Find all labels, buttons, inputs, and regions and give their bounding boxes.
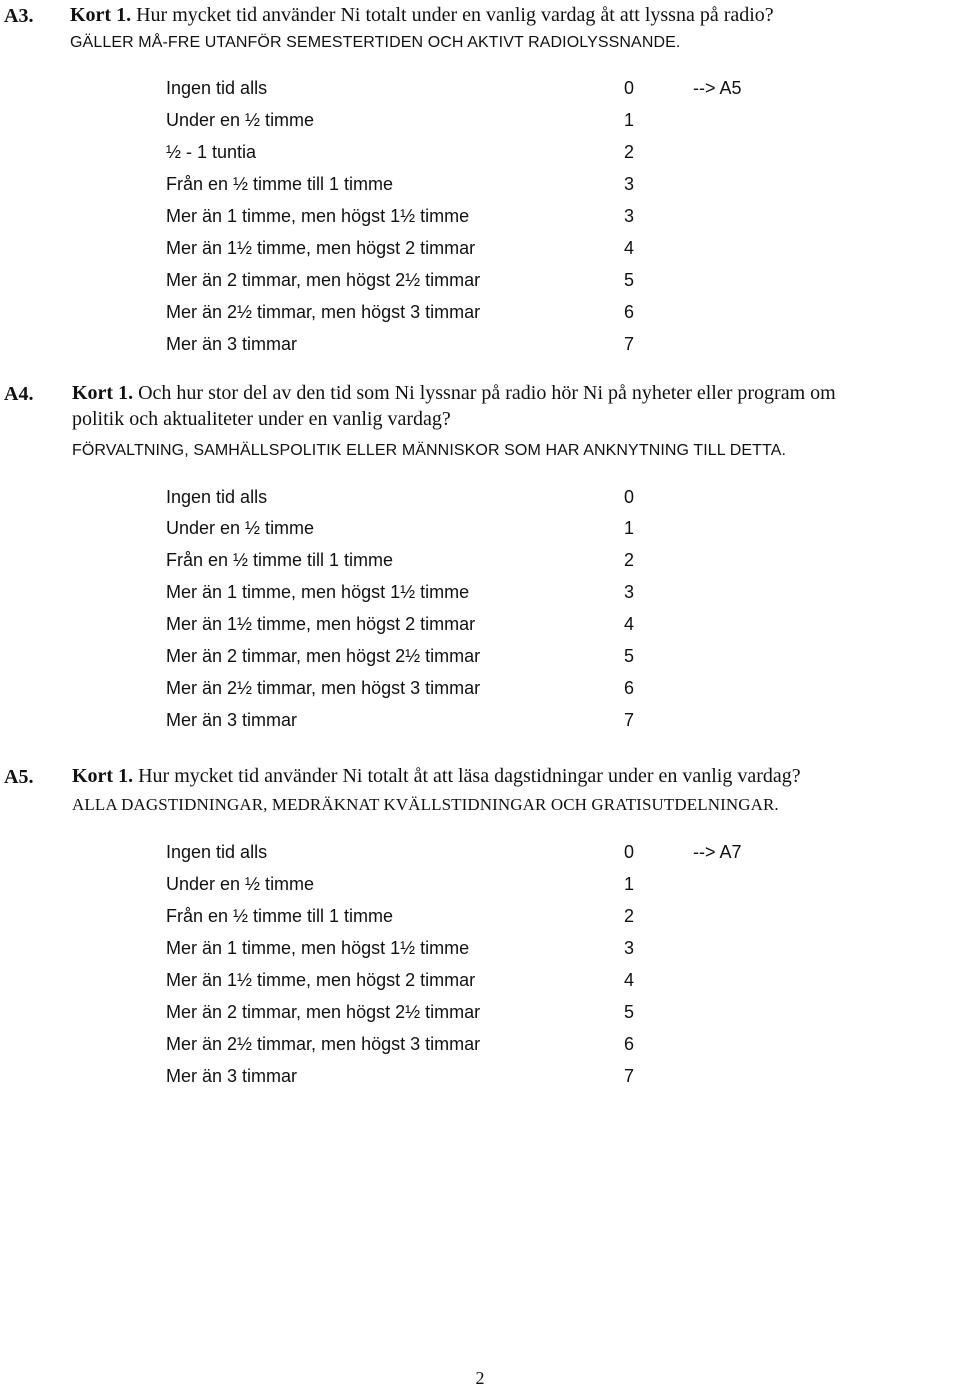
option-code: 5	[624, 1002, 635, 1022]
option-code: 3	[624, 174, 635, 194]
option-label: Mer än 1½ timme, men högst 2 timmar	[166, 970, 476, 990]
answer-option[interactable]	[166, 301, 766, 323]
option-code: 0	[624, 487, 635, 507]
option-label: Mer än 3 timmar	[166, 1066, 298, 1086]
question-text-a5	[72, 763, 801, 789]
answer-option[interactable]	[166, 613, 766, 635]
option-label: Mer än 2½ timmar, men högst 3 timmar	[166, 302, 481, 322]
answer-option[interactable]	[166, 237, 766, 259]
option-code: 7	[624, 1066, 635, 1086]
option-label: Mer än 1 timme, men högst 1½ timme	[166, 582, 470, 602]
option-code: 1	[624, 518, 635, 538]
page-number: 2	[475, 1368, 485, 1388]
interviewer-instruction-a5: ALLA DAGSTIDNINGAR, MEDRÄKNAT KVÄLLSTIDNINGAR OCH GRATISUTDELNINGAR.	[72, 795, 779, 814]
option-label: Mer än 1 timme, men högst 1½ timme	[166, 206, 470, 226]
option-code: 1	[624, 110, 635, 130]
option-code: 7	[624, 710, 635, 730]
answer-option[interactable]	[166, 1001, 766, 1023]
option-label: Mer än 2 timmar, men högst 2½ timmar	[166, 646, 481, 666]
option-code: 3	[624, 582, 635, 602]
option-code: 2	[624, 550, 635, 570]
question-text: Hur mycket tid använder Ni totalt under en vanlig vardag åt att lyssna på radio?	[136, 4, 774, 26]
skip-instruction: --> A7	[693, 842, 742, 862]
interviewer-instruction-a4: FÖRVALTNING, SAMHÄLLSPOLITIK ELLER MÄNNISKOR SOM HAR ANKNYTNING TILL DETTA.	[72, 442, 787, 459]
question-number-a4: A4.	[4, 383, 34, 405]
answer-option[interactable]	[166, 141, 766, 163]
option-label: Ingen tid alls	[166, 842, 268, 862]
answer-option[interactable]	[166, 581, 766, 603]
option-code: 1	[624, 874, 635, 894]
card-reference: Kort 1.	[72, 765, 134, 787]
answer-option[interactable]	[166, 841, 766, 863]
answer-option[interactable]	[166, 645, 766, 667]
option-code: 6	[624, 678, 635, 698]
question-text-continued: politik och aktualiteter under en vanlig vardag?	[72, 408, 451, 430]
option-code: 2	[624, 906, 635, 926]
option-label: Mer än 1½ timme, men högst 2 timmar	[166, 614, 476, 634]
answer-option[interactable]	[166, 905, 766, 927]
answer-option[interactable]	[166, 205, 766, 227]
option-code: 6	[624, 302, 635, 322]
option-label: Från en ½ timme till 1 timme	[166, 550, 394, 570]
option-code: 4	[624, 614, 635, 634]
option-label: Mer än 2 timmar, men högst 2½ timmar	[166, 270, 481, 290]
option-code: 2	[624, 142, 635, 162]
question-text-a3	[70, 2, 774, 28]
option-code: 3	[624, 938, 635, 958]
interviewer-instruction-a3: GÄLLER MÅ-FRE UTANFÖR SEMESTERTIDEN OCH AKTIVT RADIOLYSSNANDE.	[70, 34, 681, 51]
answer-option[interactable]	[166, 173, 766, 195]
answer-option[interactable]	[166, 77, 766, 99]
option-code: 4	[624, 238, 635, 258]
question-text: Hur mycket tid använder Ni totalt åt att läsa dagstidningar under en vanlig vardag?	[138, 765, 801, 787]
answer-option[interactable]	[166, 1065, 766, 1087]
option-label: Mer än 2½ timmar, men högst 3 timmar	[166, 1034, 481, 1054]
answer-option[interactable]	[166, 517, 766, 539]
card-reference: Kort 1.	[70, 4, 132, 26]
option-label: Under en ½ timme	[166, 110, 315, 130]
option-label: Mer än 3 timmar	[166, 334, 298, 354]
answer-option[interactable]	[166, 549, 766, 571]
answer-option[interactable]	[166, 486, 766, 508]
question-number-a5: A5.	[4, 766, 34, 788]
question-text-a4	[72, 380, 960, 432]
answer-option[interactable]	[166, 1033, 766, 1055]
answer-option[interactable]	[166, 873, 766, 895]
answer-option[interactable]	[166, 969, 766, 991]
option-code: 0	[624, 78, 635, 98]
option-code: 0	[624, 842, 635, 862]
option-code: 4	[624, 970, 635, 990]
option-label: Från en ½ timme till 1 timme	[166, 906, 394, 926]
option-label: Mer än 1 timme, men högst 1½ timme	[166, 938, 470, 958]
answer-option[interactable]	[166, 677, 766, 699]
answer-option[interactable]	[166, 269, 766, 291]
option-label: Mer än 1½ timme, men högst 2 timmar	[166, 238, 476, 258]
option-label: Mer än 3 timmar	[166, 710, 298, 730]
option-code: 3	[624, 206, 635, 226]
option-label: Ingen tid alls	[166, 78, 268, 98]
question-text: Och hur stor del av den tid som Ni lyssnar på radio hör Ni på nyheter eller program om	[138, 382, 836, 404]
option-label: Mer än 2½ timmar, men högst 3 timmar	[166, 678, 481, 698]
answer-option[interactable]	[166, 109, 766, 131]
option-label: Mer än 2 timmar, men högst 2½ timmar	[166, 1002, 481, 1022]
option-code: 5	[624, 646, 635, 666]
skip-instruction: --> A5	[693, 78, 742, 98]
card-reference: Kort 1.	[72, 382, 134, 404]
option-code: 5	[624, 270, 635, 290]
question-number-a3: A3.	[4, 5, 34, 27]
answer-option[interactable]	[166, 333, 766, 355]
option-label: ½ - 1 tuntia	[166, 142, 257, 162]
option-label: Från en ½ timme till 1 timme	[166, 174, 394, 194]
option-label: Under en ½ timme	[166, 518, 315, 538]
option-code: 6	[624, 1034, 635, 1054]
answer-option[interactable]	[166, 709, 766, 731]
option-label: Under en ½ timme	[166, 874, 315, 894]
option-code: 7	[624, 334, 635, 354]
answer-option[interactable]	[166, 937, 766, 959]
option-label: Ingen tid alls	[166, 487, 268, 507]
